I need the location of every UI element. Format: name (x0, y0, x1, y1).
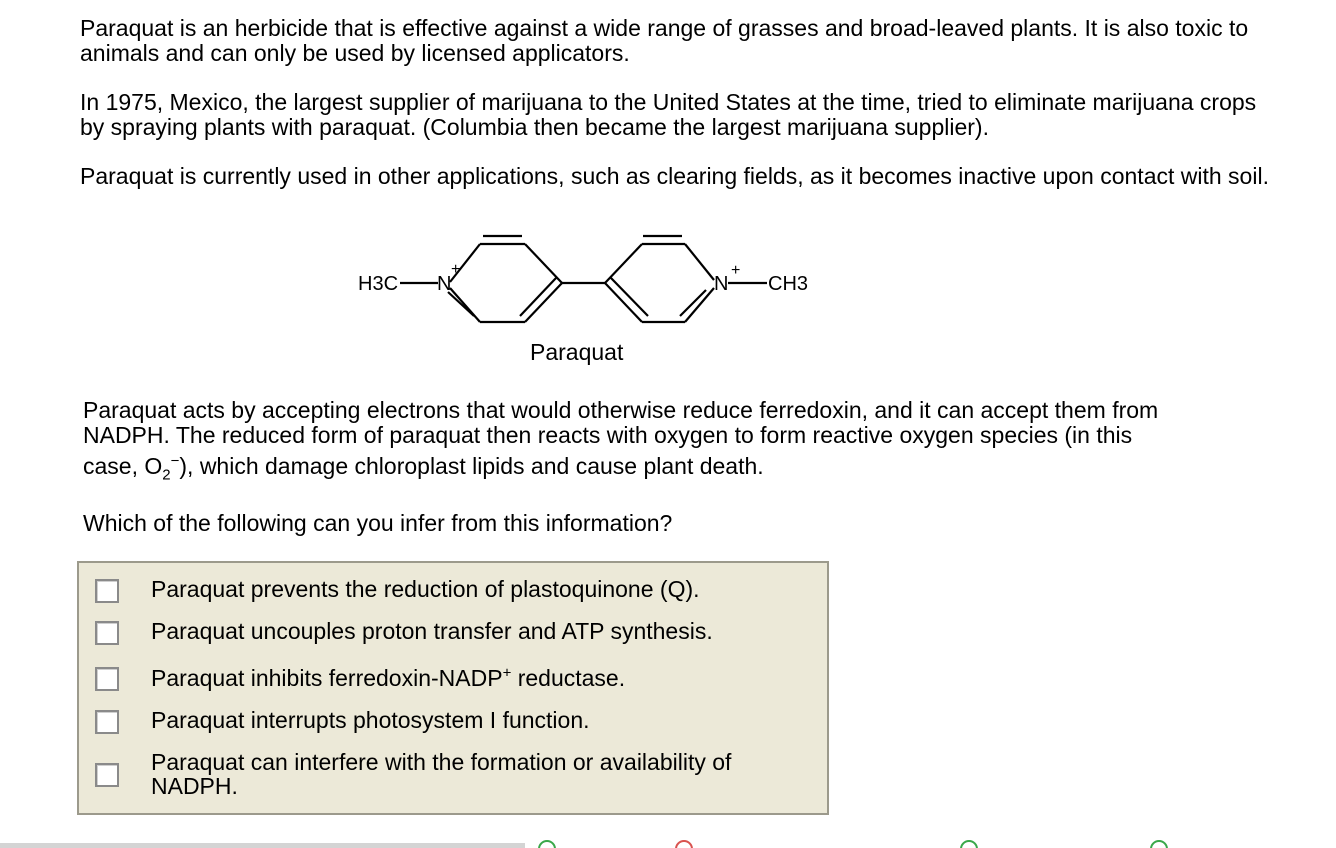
answer-choices-panel (77, 561, 829, 815)
choice-5-checkbox[interactable] (95, 763, 119, 787)
nav-button-2[interactable] (675, 840, 693, 848)
choice-1-checkbox[interactable] (95, 579, 119, 603)
mechanism-line-1: Paraquat acts by accepting electrons that would otherwise reduce ferredoxin, and it can accept them from (83, 397, 1159, 423)
green-circle-icon (960, 840, 978, 848)
choice-4-checkbox[interactable] (95, 710, 119, 734)
bond (605, 244, 642, 283)
nav-button-4[interactable] (1150, 840, 1168, 848)
choice-1-label[interactable]: Paraquat prevents the reduction of plastoquinone (Q). (151, 576, 700, 602)
molecule-caption: Paraquat (530, 339, 624, 365)
mechanism-paragraph (83, 397, 1283, 484)
bond (605, 283, 642, 322)
o2-subscript: 2 (162, 466, 171, 484)
choice-2-checkbox[interactable] (95, 621, 119, 645)
red-circle-icon (675, 840, 693, 848)
choice-3-checkbox[interactable] (95, 667, 119, 691)
bond (685, 288, 714, 322)
intro-paragraph-2: In 1975, Mexico, the largest supplier of marijuana to the United States at the time, tried to eliminate marijuana crops by spraying plants with paraquat. (Columbia then became the largest marijuana supplier). (80, 89, 1257, 140)
bond (450, 288, 480, 322)
mechanism-line-2: NADPH. The reduced form of paraquat then reacts with oxygen to form reactive oxygen species (in this (83, 422, 1133, 448)
nav-button-1[interactable] (538, 840, 556, 848)
question-prompt: Which of the following can you infer from this information? (83, 510, 673, 536)
bond (685, 244, 714, 280)
mechanism-line-3 (83, 452, 1283, 484)
line3-pre: case, O (83, 453, 163, 479)
bond (448, 292, 474, 316)
choice-3-label[interactable] (151, 666, 811, 690)
green-circle-icon (538, 840, 556, 848)
intro-paragraph-3: Paraquat is currently used in other applications, such as clearing fields, as it becomes inactive upon contact with soil. (80, 163, 1269, 189)
bond (525, 244, 562, 283)
left-methyl-label: H3C (358, 273, 399, 295)
bond (525, 283, 562, 322)
nav-button-3[interactable] (960, 840, 978, 848)
choice-3-label-post: reductase. (511, 665, 626, 691)
bottom-scrollbar[interactable] (0, 843, 525, 848)
bond (520, 278, 556, 316)
choice-3-label-pre: Paraquat inhibits ferredoxin-NADP (151, 665, 503, 691)
left-nitrogen-label: N (437, 273, 452, 295)
right-methyl-label: CH3 (768, 273, 809, 295)
nadp-superscript: + (502, 664, 512, 682)
choice-4-label[interactable]: Paraquat interrupts photosystem I function. (151, 707, 590, 733)
right-nitrogen-label: N (714, 273, 729, 295)
line3-post: ), which damage chloroplast lipids and cause plant death. (179, 453, 764, 479)
o2-superscript: − (170, 452, 180, 470)
left-charge-label: + (451, 261, 461, 278)
right-charge-label: + (731, 262, 741, 279)
intro-paragraph-1: Paraquat is an herbicide that is effective against a wide range of grasses and broad-leaved plants. It is also toxic to animals and can only be used by licensed applicators. (80, 15, 1249, 66)
choice-5-label[interactable]: Paraquat can interfere with the formation or availability of NADPH. (151, 749, 732, 799)
green-circle-icon (1150, 840, 1168, 848)
choice-2-label[interactable]: Paraquat uncouples proton transfer and ATP synthesis. (151, 618, 713, 644)
